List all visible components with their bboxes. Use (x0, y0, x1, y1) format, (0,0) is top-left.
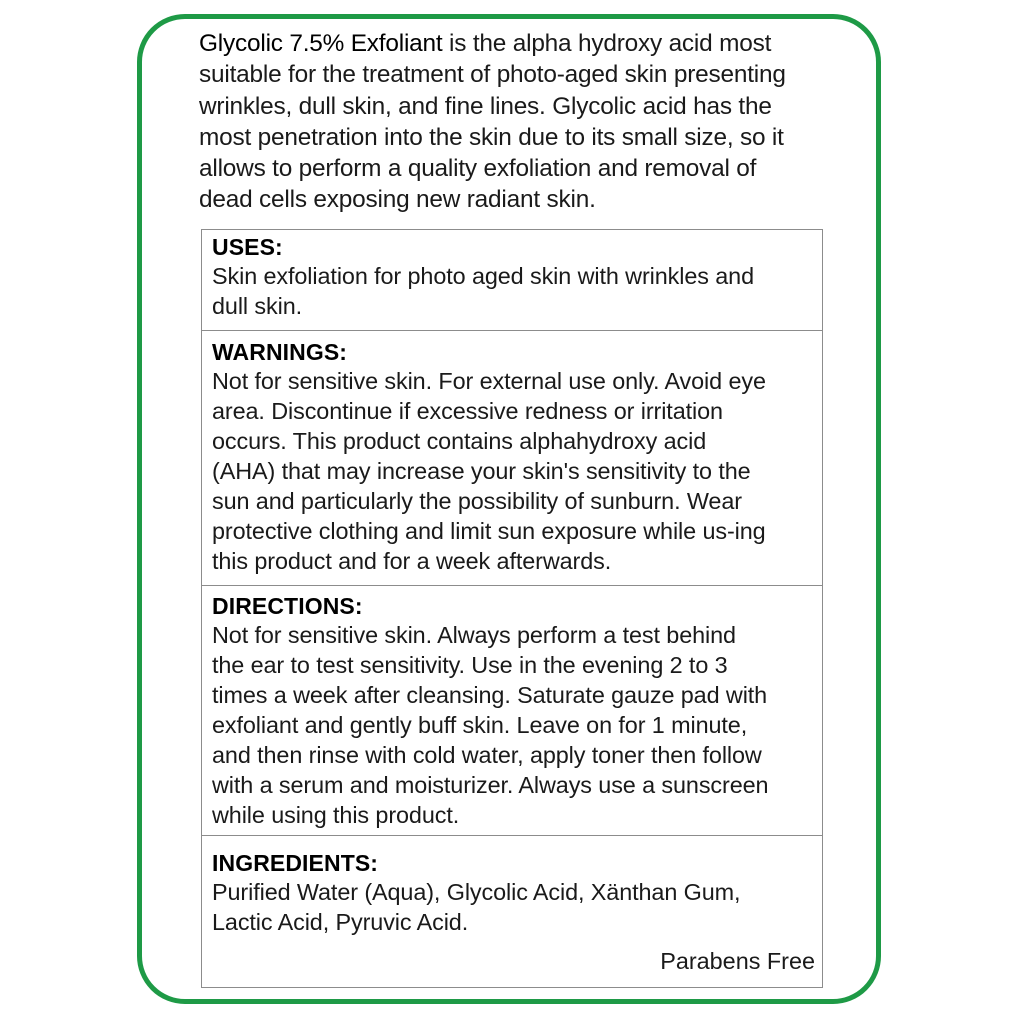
section-divider (202, 330, 822, 331)
info-panel (201, 229, 823, 988)
ingredients-text: Purified Water (Aqua), Glycolic Acid, Xänthan Gum, Lactic Acid, Pyruvic Acid. (212, 879, 741, 935)
warnings-text: Not for sensitive skin. For external use only. Avoid eye area. Discontinue if excessive redness or irritation occurs. This product contains alphahydroxy acid (AHA) that may increase your skin's sensitivity to the sun and particularly the possibility of sunburn. Wear protective clothing and limit sun exposure while us-ing this product and for a week afterwards. (212, 368, 766, 574)
uses-heading: USES: (212, 234, 283, 260)
section-divider (202, 835, 822, 836)
warnings-section (202, 339, 822, 576)
directions-heading: DIRECTIONS: (212, 593, 363, 619)
warnings-heading: WARNINGS: (212, 339, 348, 365)
ingredients-section (202, 850, 822, 937)
uses-text: Skin exfoliation for photo aged skin with wrinkles and dull skin. (212, 263, 754, 319)
product-name: Glycolic 7.5% Exfoliant (199, 30, 443, 57)
uses-section (202, 234, 822, 321)
intro-paragraph (199, 28, 839, 216)
directions-text: Not for sensitive skin. Always perform a test behind the ear to test sensitivity. Use in the evening 2 to 3 times a week after cleansing. Saturate gauze pad with exfoliant and gently buff skin. Leave on for 1 minute, and then rinse with cold water, apply toner then follow with a serum and moisturizer. Always use a sunscreen while using this product. (212, 622, 769, 828)
section-divider (202, 585, 822, 586)
directions-section (202, 593, 822, 830)
parabens-free-note: Parabens Free (660, 948, 815, 974)
ingredients-heading: INGREDIENTS: (212, 850, 379, 876)
intro-text: is the alpha hydroxy acid most suitable for the treatment of photo-aged skin presenting wrinkles, dull skin, and fine lines. Glycolic acid has the most penetration into the skin due to its small size, so it allows to perform a quality exfoliation and removal of dead cells exposing new radiant skin. (199, 30, 786, 214)
